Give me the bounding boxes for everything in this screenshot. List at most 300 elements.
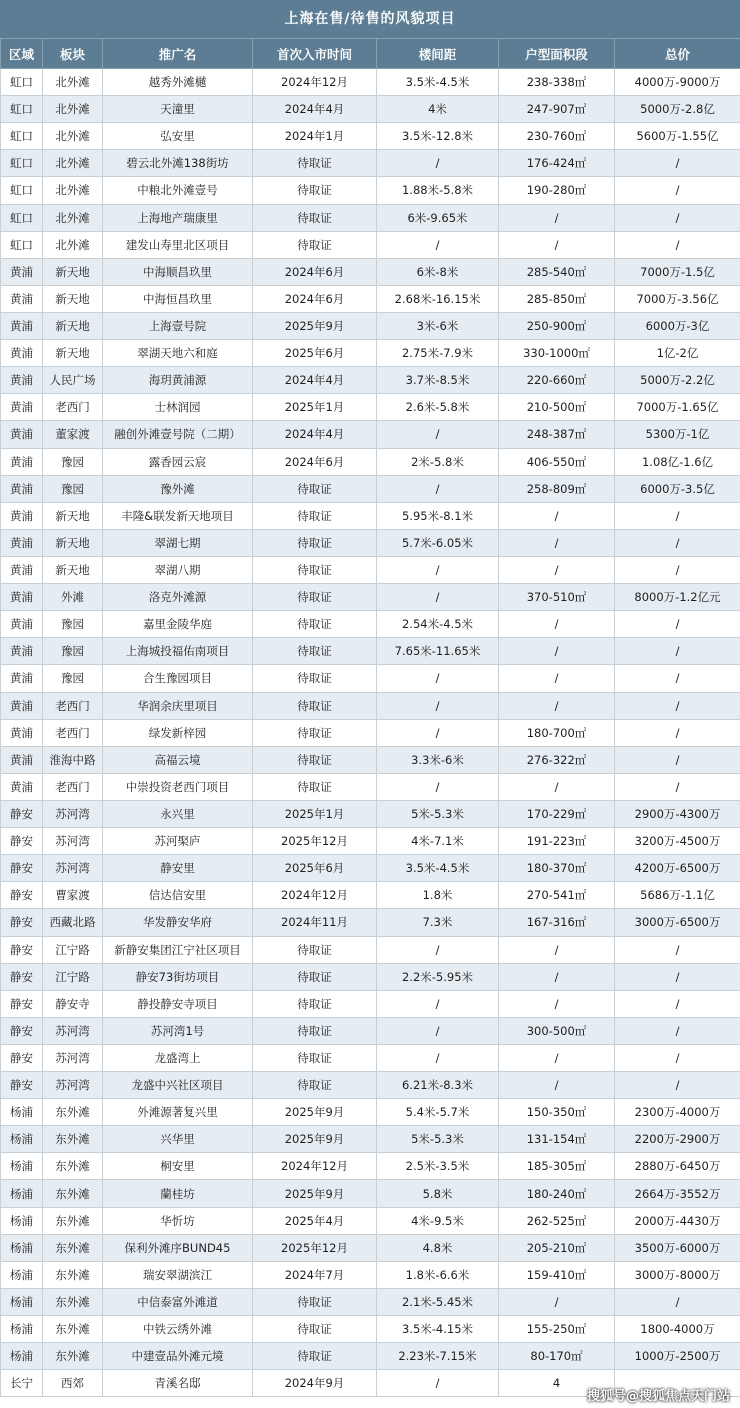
table-cell: 185-305㎡	[499, 1153, 615, 1180]
table-cell: 董家渡	[43, 421, 103, 448]
table-cell: /	[615, 773, 740, 800]
table-cell: 2024年12月	[253, 882, 377, 909]
table-row	[1, 1044, 740, 1071]
table-cell: 信达信安里	[103, 882, 253, 909]
table-cell: 静安	[1, 855, 43, 882]
table-cell: 2.6米-5.8米	[377, 394, 499, 421]
table-cell: 露香园云宸	[103, 448, 253, 475]
table-cell: 外滩	[43, 584, 103, 611]
table-cell: 2025年9月	[253, 312, 377, 339]
table-row	[1, 421, 740, 448]
table-cell: 待取证	[253, 204, 377, 231]
table-cell: /	[377, 421, 499, 448]
table-cell: 4	[499, 1370, 615, 1397]
table-cell: 上海地产瑞康里	[103, 204, 253, 231]
table-cell: /	[615, 502, 740, 529]
table-cell: 5米-5.3米	[377, 800, 499, 827]
table-cell: 杨浦	[1, 1153, 43, 1180]
table-cell: 5000万-2.2亿	[615, 367, 740, 394]
table-cell: 待取证	[253, 719, 377, 746]
table-row	[1, 611, 740, 638]
table-row	[1, 285, 740, 312]
table-cell: 北外滩	[43, 177, 103, 204]
table-cell: 苏河棸庐	[103, 828, 253, 855]
table-row	[1, 556, 740, 583]
table-cell: 待取证	[253, 963, 377, 990]
table-row	[1, 1316, 740, 1343]
table-cell: 永兴里	[103, 800, 253, 827]
table-cell: 220-660㎡	[499, 367, 615, 394]
table-cell: 待取证	[253, 1343, 377, 1370]
table-cell: 待取证	[253, 556, 377, 583]
table-cell: 北外滩	[43, 96, 103, 123]
table-cell: 虹口	[1, 96, 43, 123]
table-cell: 黄浦	[1, 611, 43, 638]
table-cell: 270-541㎡	[499, 882, 615, 909]
table-cell: 待取证	[253, 1316, 377, 1343]
table-cell: 1.88米-5.8米	[377, 177, 499, 204]
table-cell: 新天地	[43, 556, 103, 583]
table-cell: 苏河湾	[43, 1017, 103, 1044]
table-row	[1, 828, 740, 855]
table-cell: 待取证	[253, 1072, 377, 1099]
table-cell: 龙盛湾上	[103, 1044, 253, 1071]
table-cell: 210-500㎡	[499, 394, 615, 421]
table-cell: 杨浦	[1, 1207, 43, 1234]
table-cell: 西藏北路	[43, 909, 103, 936]
table-cell: /	[499, 1072, 615, 1099]
table-cell: /	[377, 1017, 499, 1044]
table-cell: 豫园	[43, 638, 103, 665]
table-cell: 江宁路	[43, 936, 103, 963]
table-cell: 西郊	[43, 1370, 103, 1397]
table-cell: 北外滩	[43, 150, 103, 177]
table-cell: 静安寺	[43, 990, 103, 1017]
table-cell: /	[615, 529, 740, 556]
table-cell: 静安里	[103, 855, 253, 882]
table-cell: 合生豫园项目	[103, 665, 253, 692]
table-cell: 东外滩	[43, 1126, 103, 1153]
table-cell: 待取证	[253, 475, 377, 502]
table-cell: 2024年6月	[253, 448, 377, 475]
table-cell: 老西门	[43, 773, 103, 800]
table-cell: 中粮北外滩壹号	[103, 177, 253, 204]
table-cell: 2024年6月	[253, 258, 377, 285]
table-cell: 7000万-1.5亿	[615, 258, 740, 285]
table-row	[1, 258, 740, 285]
table-cell: 北外滩	[43, 231, 103, 258]
column-header: 总价	[615, 39, 740, 69]
table-cell: 待取证	[253, 177, 377, 204]
table-cell: /	[377, 773, 499, 800]
table-cell: 2024年4月	[253, 367, 377, 394]
table-cell: 待取证	[253, 231, 377, 258]
table-cell: 虹口	[1, 150, 43, 177]
table-row	[1, 340, 740, 367]
table-cell: /	[377, 231, 499, 258]
table-row	[1, 96, 740, 123]
table-cell: 龙盛中兴社区项目	[103, 1072, 253, 1099]
table-cell: 中崇投资老西门项目	[103, 773, 253, 800]
table-cell: 杨浦	[1, 1261, 43, 1288]
table-cell: /	[615, 1072, 740, 1099]
table-cell: 6.21米-8.3米	[377, 1072, 499, 1099]
table-cell: 新天地	[43, 258, 103, 285]
table-cell: 2024年1月	[253, 123, 377, 150]
table-cell: 杨浦	[1, 1288, 43, 1315]
table-cell: 3.5米-4.5米	[377, 855, 499, 882]
table-cell: 杨浦	[1, 1099, 43, 1126]
table-cell: 碧云北外滩138街坊	[103, 150, 253, 177]
table-cell: 131-154㎡	[499, 1126, 615, 1153]
table-cell: 中海顺昌玖里	[103, 258, 253, 285]
table-cell: /	[499, 773, 615, 800]
table-cell: 159-410㎡	[499, 1261, 615, 1288]
table-cell: 2024年12月	[253, 1153, 377, 1180]
table-cell: 老西门	[43, 692, 103, 719]
table-cell: 杨浦	[1, 1180, 43, 1207]
table-cell: /	[377, 665, 499, 692]
table-row	[1, 773, 740, 800]
table-cell: 蘭桂坊	[103, 1180, 253, 1207]
table-cell: 黄浦	[1, 367, 43, 394]
table-cell: 180-700㎡	[499, 719, 615, 746]
table-cell: 高福云境	[103, 746, 253, 773]
table-cell: 虹口	[1, 123, 43, 150]
table-row	[1, 936, 740, 963]
table-cell: 黄浦	[1, 421, 43, 448]
table-cell: /	[615, 638, 740, 665]
table-cell: 杨浦	[1, 1234, 43, 1261]
table-cell: 1000万-2500万	[615, 1343, 740, 1370]
table-cell: 250-900㎡	[499, 312, 615, 339]
table-cell: 东外滩	[43, 1343, 103, 1370]
table-cell: 待取证	[253, 529, 377, 556]
table-cell: /	[615, 231, 740, 258]
table-cell: /	[615, 1288, 740, 1315]
table-cell: 230-760㎡	[499, 123, 615, 150]
table-cell: 待取证	[253, 692, 377, 719]
table-row	[1, 177, 740, 204]
table-row	[1, 1153, 740, 1180]
table-cell: 淮海中路	[43, 746, 103, 773]
table-cell: 黄浦	[1, 556, 43, 583]
table-cell: 4000万-9000万	[615, 69, 740, 96]
table-cell: 2024年4月	[253, 421, 377, 448]
table-cell: 2025年9月	[253, 1099, 377, 1126]
table-cell: 285-540㎡	[499, 258, 615, 285]
table-cell: 3000万-6500万	[615, 909, 740, 936]
table-cell: 黄浦	[1, 692, 43, 719]
table-cell: 人民广场	[43, 367, 103, 394]
table-cell: 2025年1月	[253, 800, 377, 827]
table-cell: /	[499, 665, 615, 692]
table-cell: 嘉里金陵华庭	[103, 611, 253, 638]
table-row	[1, 1343, 740, 1370]
table-cell: 黄浦	[1, 719, 43, 746]
table-cell: 2900万-4300万	[615, 800, 740, 827]
column-header: 首次入市时间	[253, 39, 377, 69]
table-cell: 176-424㎡	[499, 150, 615, 177]
table-cell: 2.5米-3.5米	[377, 1153, 499, 1180]
table-cell: 待取证	[253, 611, 377, 638]
table-cell: 兴华里	[103, 1126, 253, 1153]
table-cell: 2664万-3552万	[615, 1180, 740, 1207]
table-cell: 苏河湾	[43, 828, 103, 855]
table-cell: 静安	[1, 963, 43, 990]
table-cell: 静安	[1, 1072, 43, 1099]
table-cell: /	[615, 150, 740, 177]
table-cell: 5686万-1.1亿	[615, 882, 740, 909]
table-cell: 3.7米-8.5米	[377, 367, 499, 394]
table-cell: /	[499, 556, 615, 583]
table-cell: 2024年9月	[253, 1370, 377, 1397]
table-cell: 新天地	[43, 285, 103, 312]
table-row	[1, 367, 740, 394]
table-cell: 桐安里	[103, 1153, 253, 1180]
table-cell: 3200万-4500万	[615, 828, 740, 855]
table-cell: 静安	[1, 1044, 43, 1071]
table-cell: 黄浦	[1, 312, 43, 339]
table-cell: 苏河湾1号	[103, 1017, 253, 1044]
table-body	[1, 69, 740, 1397]
table-cell: 7000万-1.65亿	[615, 394, 740, 421]
table-cell: 待取证	[253, 773, 377, 800]
table-cell: /	[615, 746, 740, 773]
table-cell: 融创外滩壹号院（二期）	[103, 421, 253, 448]
table-cell: /	[615, 719, 740, 746]
table-cell: 4米-7.1米	[377, 828, 499, 855]
table-row	[1, 990, 740, 1017]
table-cell: 东外滩	[43, 1099, 103, 1126]
table-cell: /	[499, 1044, 615, 1071]
table-cell: /	[615, 692, 740, 719]
table-cell: 杨浦	[1, 1343, 43, 1370]
table-cell: 3000万-8000万	[615, 1261, 740, 1288]
table-cell: 2025年12月	[253, 1234, 377, 1261]
table-cell: 待取证	[253, 150, 377, 177]
table-cell: 虹口	[1, 177, 43, 204]
table-cell: 黄浦	[1, 529, 43, 556]
table-row	[1, 584, 740, 611]
table-cell: 静安	[1, 1017, 43, 1044]
table-cell: 6米-9.65米	[377, 204, 499, 231]
table-cell: 新天地	[43, 529, 103, 556]
table-cell: 2.54米-4.5米	[377, 611, 499, 638]
table-row	[1, 529, 740, 556]
table-cell: 豫园	[43, 475, 103, 502]
table-cell: 苏河湾	[43, 855, 103, 882]
table-cell: 2.2米-5.95米	[377, 963, 499, 990]
table-cell: 杨浦	[1, 1316, 43, 1343]
table-cell: 曹家渡	[43, 882, 103, 909]
table-cell: /	[615, 556, 740, 583]
table-cell: 5.8米	[377, 1180, 499, 1207]
table-cell: 黄浦	[1, 285, 43, 312]
table-cell: 5000万-2.8亿	[615, 96, 740, 123]
table-cell: 170-229㎡	[499, 800, 615, 827]
table-cell: 262-525㎡	[499, 1207, 615, 1234]
table-cell: 205-210㎡	[499, 1234, 615, 1261]
table-cell: /	[615, 611, 740, 638]
table-cell: 248-387㎡	[499, 421, 615, 448]
table-cell: 167-316㎡	[499, 909, 615, 936]
table-cell: 中建壹品外滩元境	[103, 1343, 253, 1370]
table-cell: /	[499, 611, 615, 638]
table-cell: 247-907㎡	[499, 96, 615, 123]
table-cell: 待取证	[253, 584, 377, 611]
table-cell: 4200万-6500万	[615, 855, 740, 882]
table-row	[1, 882, 740, 909]
table-cell: 北外滩	[43, 69, 103, 96]
table-cell: 6000万-3亿	[615, 312, 740, 339]
table-cell: 黄浦	[1, 394, 43, 421]
table-cell: 东外滩	[43, 1261, 103, 1288]
column-header: 板块	[43, 39, 103, 69]
table-row	[1, 448, 740, 475]
table-cell: 3.5米-4.5米	[377, 69, 499, 96]
table-cell: 2025年9月	[253, 1180, 377, 1207]
table-cell: /	[377, 584, 499, 611]
table-cell: 洛克外滩源	[103, 584, 253, 611]
table-cell: 静安	[1, 882, 43, 909]
table-row	[1, 475, 740, 502]
table-cell: 豫外滩	[103, 475, 253, 502]
table-row	[1, 123, 740, 150]
table-cell: 5.7米-6.05米	[377, 529, 499, 556]
table-row	[1, 638, 740, 665]
table-cell: 翠湖七期	[103, 529, 253, 556]
table-cell: /	[499, 231, 615, 258]
table-row	[1, 1180, 740, 1207]
table-cell: 2880万-6450万	[615, 1153, 740, 1180]
table-cell: 黄浦	[1, 746, 43, 773]
table-row	[1, 150, 740, 177]
table-cell: 青溪名邸	[103, 1370, 253, 1397]
table-cell: 黄浦	[1, 340, 43, 367]
table-cell: 华忻坊	[103, 1207, 253, 1234]
table-cell: /	[615, 1044, 740, 1071]
table-cell: 2025年9月	[253, 1126, 377, 1153]
table-cell: 华发静安华府	[103, 909, 253, 936]
table-cell: 黄浦	[1, 258, 43, 285]
table-cell: 华润余庆里项目	[103, 692, 253, 719]
table-cell: /	[615, 1017, 740, 1044]
table-cell: /	[615, 990, 740, 1017]
table-cell: 静安	[1, 936, 43, 963]
table-row	[1, 909, 740, 936]
table-cell: 285-850㎡	[499, 285, 615, 312]
table-cell: 待取证	[253, 502, 377, 529]
table-cell: 4.8米	[377, 1234, 499, 1261]
header-row	[1, 39, 740, 69]
table-cell: /	[615, 963, 740, 990]
table-cell: /	[615, 204, 740, 231]
table-cell: 待取证	[253, 665, 377, 692]
table-cell: 1800-4000万	[615, 1316, 740, 1343]
table-cell: 东外滩	[43, 1288, 103, 1315]
table-cell: /	[499, 204, 615, 231]
table-cell: 3.3米-6米	[377, 746, 499, 773]
table-cell: /	[615, 177, 740, 204]
table-cell: /	[499, 692, 615, 719]
table-cell: 黄浦	[1, 584, 43, 611]
table-cell: 虹口	[1, 69, 43, 96]
table-cell: 中信泰富外滩道	[103, 1288, 253, 1315]
table-cell: 5600万-1.55亿	[615, 123, 740, 150]
table-cell: 1.8米-6.6米	[377, 1261, 499, 1288]
table-row	[1, 1288, 740, 1315]
watermark: 搜狐号@搜狐焦点天门站	[586, 1389, 730, 1404]
table-row	[1, 1017, 740, 1044]
column-header: 楼间距	[377, 39, 499, 69]
table-cell: 苏河湾	[43, 1072, 103, 1099]
table-cell: 150-350㎡	[499, 1099, 615, 1126]
table-cell: 370-510㎡	[499, 584, 615, 611]
table-cell: 2024年7月	[253, 1261, 377, 1288]
table-cell: 6000万-3.5亿	[615, 475, 740, 502]
table-cell: 180-240㎡	[499, 1180, 615, 1207]
column-header: 区域	[1, 39, 43, 69]
table-cell: 7.65米-11.65米	[377, 638, 499, 665]
table-cell: 待取证	[253, 990, 377, 1017]
table-cell: 待取证	[253, 746, 377, 773]
table-cell: 上海城投福佑南项目	[103, 638, 253, 665]
column-header: 推广名	[103, 39, 253, 69]
table-cell: 黄浦	[1, 638, 43, 665]
table-cell: 155-250㎡	[499, 1316, 615, 1343]
table-cell: /	[499, 638, 615, 665]
table-cell: 江宁路	[43, 963, 103, 990]
table-row	[1, 1072, 740, 1099]
table-cell: 待取证	[253, 1017, 377, 1044]
table-row	[1, 69, 740, 96]
table-cell: 80-170㎡	[499, 1343, 615, 1370]
table-cell: 2.68米-16.15米	[377, 285, 499, 312]
projects-table	[0, 38, 740, 1397]
table-cell: 天潼里	[103, 96, 253, 123]
table-cell: 330-1000㎡	[499, 340, 615, 367]
table-cell: 北外滩	[43, 123, 103, 150]
table-cell: 新静安集团江宁社区项目	[103, 936, 253, 963]
table-cell: 杨浦	[1, 1126, 43, 1153]
table-cell: 待取证	[253, 1044, 377, 1071]
table-cell: 5300万-1亿	[615, 421, 740, 448]
table-cell: 静安	[1, 909, 43, 936]
table-row	[1, 855, 740, 882]
table-cell: 建发山寿里北区项目	[103, 231, 253, 258]
table-cell: 258-809㎡	[499, 475, 615, 502]
table-row	[1, 1126, 740, 1153]
table-cell: /	[377, 1370, 499, 1397]
table-cell: 3米-6米	[377, 312, 499, 339]
table-cell: 豫园	[43, 448, 103, 475]
table-cell: 东外滩	[43, 1207, 103, 1234]
table-cell: 3500万-6000万	[615, 1234, 740, 1261]
table-cell: 静安	[1, 990, 43, 1017]
table-cell: 2024年6月	[253, 285, 377, 312]
table-cell: 406-550㎡	[499, 448, 615, 475]
table-row	[1, 231, 740, 258]
table-cell: 2000万-4430万	[615, 1207, 740, 1234]
table-cell: /	[499, 502, 615, 529]
table-row	[1, 800, 740, 827]
table-cell: 2025年6月	[253, 855, 377, 882]
table-cell: 2024年11月	[253, 909, 377, 936]
table-row	[1, 1234, 740, 1261]
table-cell: 黄浦	[1, 502, 43, 529]
table-cell: 豫园	[43, 611, 103, 638]
